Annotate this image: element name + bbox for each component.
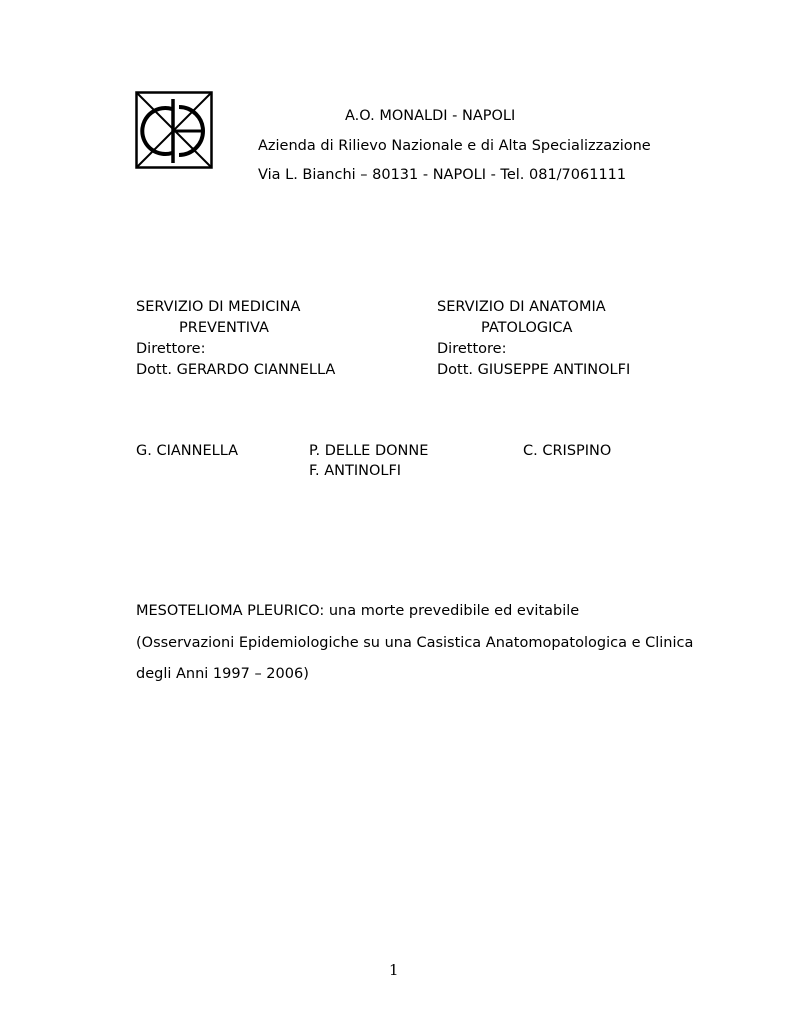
page-number: 1 xyxy=(389,961,399,979)
author-1: G. CIANNELLA xyxy=(136,443,239,459)
institution-name: A.O. MONALDI - NAPOLI xyxy=(345,108,516,124)
right-department-line2: PATOLOGICA xyxy=(481,320,573,336)
institution-address: Via L. Bianchi – 80131 - NAPOLI - Tel. 081/7061111 xyxy=(258,167,627,183)
left-director-name: Dott. GERARDO CIANNELLA xyxy=(136,362,336,378)
right-director-name: Dott. GIUSEPPE ANTINOLFI xyxy=(437,362,631,378)
document-title xyxy=(136,602,579,620)
author-3: F. ANTINOLFI xyxy=(309,463,402,479)
left-department-line1: SERVIZIO DI MEDICINA xyxy=(136,299,301,315)
right-director-label: Direttore: xyxy=(437,341,507,357)
document-title-prefix: MESOTELIOMA PLEURICO: xyxy=(136,603,325,619)
hospital-logo xyxy=(135,91,213,169)
institution-subtitle: Azienda di Rilievo Nazionale e di Alta Specializzazione xyxy=(258,138,651,154)
left-department-line2: PREVENTIVA xyxy=(179,320,269,336)
document-title-line2: (Osservazioni Epidemiologiche su una Casistica Anatomopatologica e Clinica xyxy=(136,635,694,651)
right-department-line1: SERVIZIO DI ANATOMIA xyxy=(437,299,606,315)
author-2: P. DELLE DONNE xyxy=(309,443,429,459)
author-4: C. CRISPINO xyxy=(523,443,612,459)
left-director-label: Direttore: xyxy=(136,341,206,357)
document-title-suffix: una morte prevedibile ed evitabile xyxy=(324,603,580,619)
document-title-line3: degli Anni 1997 – 2006) xyxy=(136,666,309,682)
